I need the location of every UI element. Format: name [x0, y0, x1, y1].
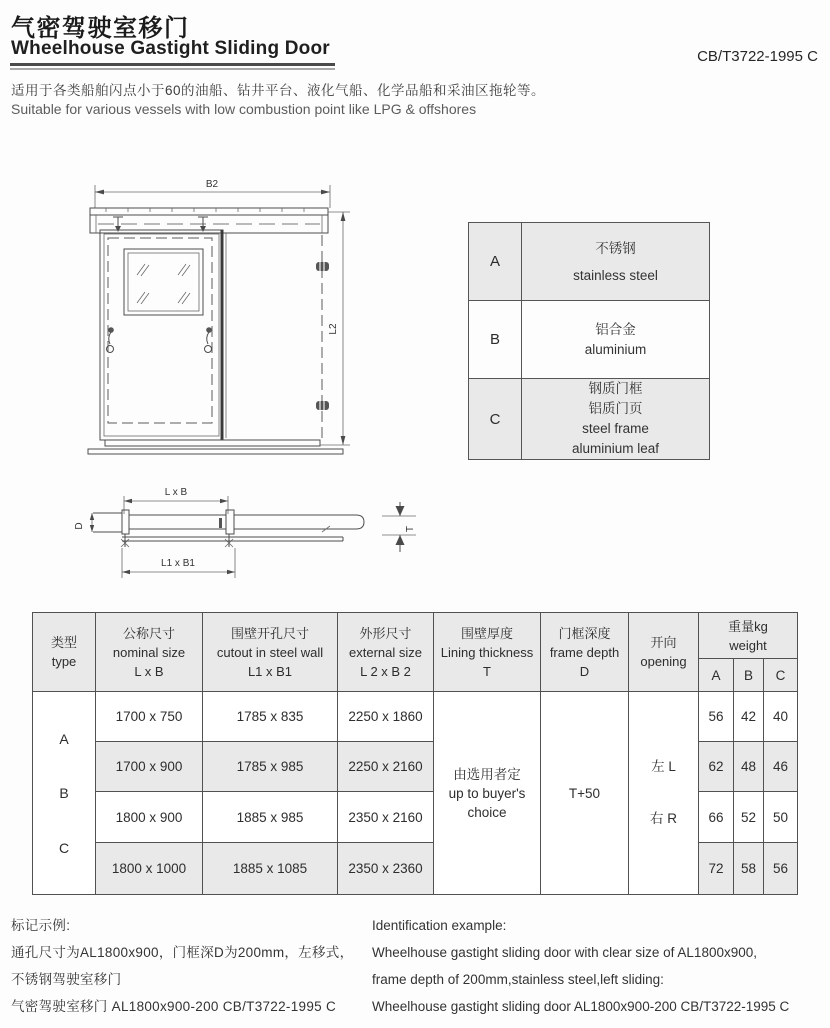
material-line: 不锈钢 — [595, 240, 636, 256]
weight-col-b: B — [734, 659, 764, 692]
bottom-sill — [88, 440, 343, 454]
weight-b-cell: 48 — [734, 742, 764, 792]
identification-example-zh — [11, 912, 371, 1020]
weight-c-cell: 46 — [764, 742, 798, 792]
nominal-size-cell: 1800 x 1000 — [96, 842, 203, 894]
external-size-cell: 2250 x 2160 — [338, 742, 434, 792]
dim-label-lxb: L x B — [164, 487, 188, 498]
material-line: steel frame — [582, 421, 649, 436]
material-desc — [522, 223, 710, 301]
col-header-nominal-size: 公称尺寸 nominal size L x B — [96, 613, 203, 692]
opening-hidden-edge — [316, 235, 329, 440]
weight-c-cell: 56 — [764, 842, 798, 894]
page-title-en: Wheelhouse Gastight Sliding Door — [11, 38, 330, 59]
dim-label-l1xb1: L1 x B1 — [161, 558, 195, 569]
weight-a-cell: 56 — [699, 692, 734, 742]
nominal-size-cell: 1700 x 750 — [96, 692, 203, 742]
table-row — [469, 379, 710, 460]
identification-example-en — [372, 912, 827, 1020]
dimension-t — [382, 502, 416, 552]
material-type: C — [469, 379, 522, 460]
cutout-cell: 1885 x 1085 — [203, 842, 338, 894]
material-line: stainless steel — [573, 267, 658, 283]
weight-a-cell: 66 — [699, 792, 734, 842]
header-row — [33, 613, 798, 659]
clamp-symbol — [316, 401, 329, 410]
dimension-l2 — [320, 212, 350, 445]
clamp-symbol — [316, 262, 329, 271]
table-row — [469, 301, 710, 379]
dimension-lxb — [124, 487, 228, 514]
door-handle — [205, 327, 212, 352]
top-rail — [90, 208, 328, 233]
footer-line: 通孔尺寸为AL1800x900，门框深D为200mm，左移式， — [11, 945, 354, 960]
col-header-type: 类型 type — [33, 613, 96, 692]
footer-line: Identification example: — [372, 918, 507, 933]
weight-b-cell: 58 — [734, 842, 764, 894]
glazing-marks — [137, 264, 190, 304]
weight-b-cell: 42 — [734, 692, 764, 742]
dimension-l1xb1 — [122, 548, 235, 578]
frame-depth-cell: T+50 — [541, 692, 629, 895]
page-title-zh: 气密驾驶室移门 — [11, 15, 190, 42]
dim-label-l2: L2 — [328, 323, 339, 335]
weight-b-cell: 52 — [734, 792, 764, 842]
material-type: B — [469, 301, 522, 379]
lining-thickness-cell: 由选用者定 up to buyer's choice — [434, 692, 541, 895]
col-header-frame-depth: 门框深度 frame depth D — [541, 613, 629, 692]
weight-col-a: A — [699, 659, 734, 692]
description-zh: 适用于各类船舶闪点小于60的油船、钻井平台、液化气船、化学品船和采油区拖轮等。 — [11, 83, 546, 98]
materials-table — [468, 222, 710, 460]
external-size-cell: 2350 x 2360 — [338, 842, 434, 894]
door-window — [124, 249, 203, 315]
material-line: aluminium leaf — [571, 441, 660, 456]
col-header-weight: 重量kg weight — [699, 613, 798, 659]
footer-line: 不锈钢驾驶室移门 — [11, 972, 122, 987]
material-type: A — [469, 223, 522, 301]
material-line: 铝质门页 — [588, 401, 643, 416]
col-header-opening: 开向 opening — [629, 613, 699, 692]
nominal-size-cell: 1700 x 900 — [96, 742, 203, 792]
weight-a-cell: 62 — [699, 742, 734, 792]
plan-view-drawing — [70, 468, 420, 593]
standard-code: CB/T3722-1995 C — [697, 48, 818, 65]
table-row — [33, 692, 798, 742]
external-size-cell: 2250 x 1860 — [338, 692, 434, 742]
type-label: A — [59, 730, 69, 747]
description-en: Suitable for various vessels with low combustion point like LPG & offshores — [11, 101, 477, 117]
type-cell — [33, 692, 96, 895]
col-header-external-size: 外形尺寸 external size L 2 x B 2 — [338, 613, 434, 692]
material-line: aluminium — [584, 341, 647, 357]
footer-line: frame depth of 200mm,stainless steel,left sliding: — [372, 972, 664, 987]
dim-label-d: D — [74, 522, 85, 530]
material-line: 钢质门框 — [588, 381, 643, 396]
dim-label-b2: B2 — [205, 179, 219, 190]
material-desc — [522, 301, 710, 379]
specification-table — [32, 612, 798, 895]
material-line: 铝合金 — [595, 321, 636, 337]
type-label: B — [59, 785, 69, 801]
weight-col-c: C — [764, 659, 798, 692]
cutout-cell: 1785 x 985 — [203, 742, 338, 792]
footer-line: Wheelhouse gastight sliding door AL1800x900-200 CB/T3722-1995 C — [372, 999, 790, 1014]
weight-a-cell: 72 — [699, 842, 734, 894]
type-label: C — [58, 839, 70, 856]
material-desc — [522, 379, 710, 460]
cutout-cell: 1885 x 985 — [203, 792, 338, 842]
opening-cell: 左 L 右 R — [629, 692, 699, 895]
footer-line: 气密驾驶室移门 AL1800x900-200 CB/T3722-1995 C — [11, 999, 337, 1014]
table-row — [469, 223, 710, 301]
nominal-size-cell: 1800 x 900 — [96, 792, 203, 842]
col-header-cutout: 围壁开孔尺寸 cutout in steel wall L1 x B1 — [203, 613, 338, 692]
footer-line: Wheelhouse gastight sliding door with clear size of AL1800x900, — [372, 945, 757, 960]
footer-line: 标记示例: — [11, 918, 71, 933]
weight-c-cell: 50 — [764, 792, 798, 842]
external-size-cell: 2350 x 2160 — [338, 792, 434, 842]
title-underline — [10, 63, 335, 70]
dimension-b2 — [95, 179, 330, 208]
cutout-cell: 1785 x 835 — [203, 692, 338, 742]
front-view-drawing — [70, 173, 370, 468]
slid-leaf — [234, 515, 364, 532]
dimension-d — [74, 513, 122, 532]
col-header-lining-thickness: 围壁厚度 Lining thickness T — [434, 613, 541, 692]
weight-c-cell: 40 — [764, 692, 798, 742]
dim-label-t: T — [405, 525, 416, 533]
